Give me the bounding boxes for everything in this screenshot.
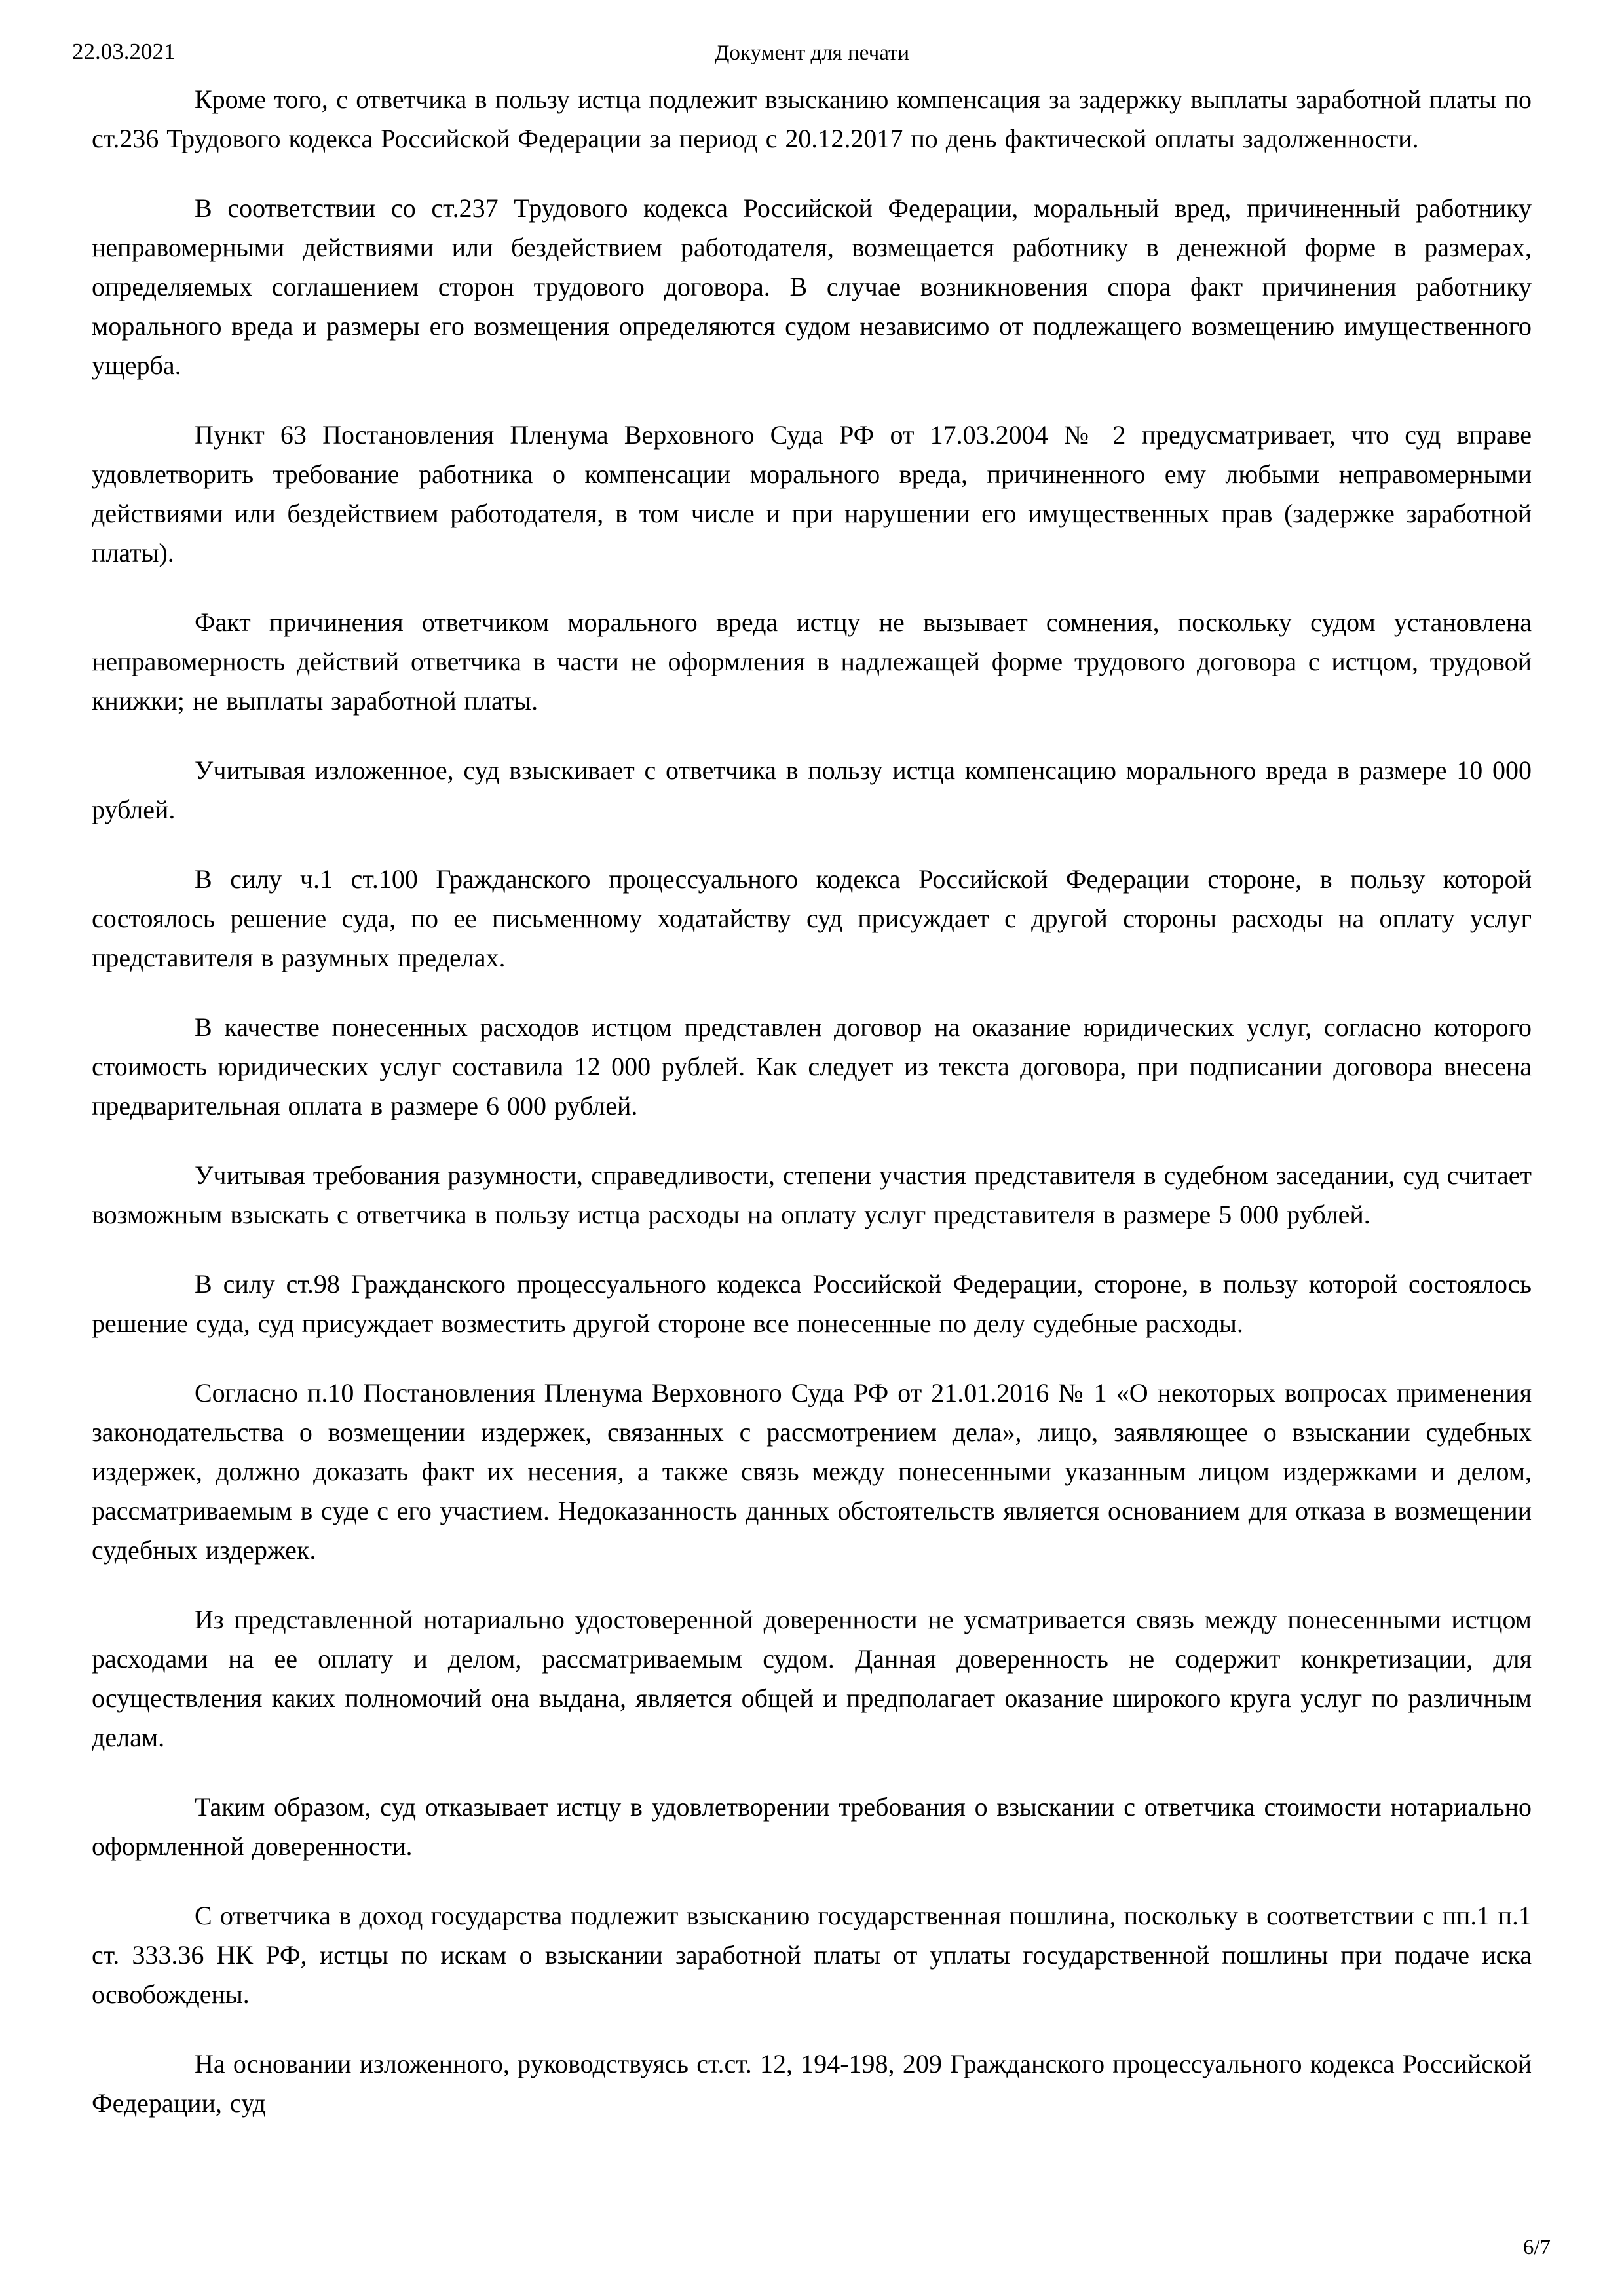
- document-paragraph: На основании изложенного, руководствуясь ст.ст. 12, 194-198, 209 Гражданского процессуального кодекса Российской Федерации, суд: [92, 2049, 1532, 2118]
- document-paragraph: В соответствии со ст.237 Трудового кодекса Российской Федерации, моральный вред, причиненный работнику неправомерными действиями или бездействием работодателя, возмещается работнику в денежной форме в размерах, определяемых соглашением сторон трудового договора. В случае возникновения спора факт причинения работнику морального вреда и размеры его возмещения определяются судом независимо от подлежащего возмещению имущественного ущерба.: [92, 193, 1532, 380]
- page-header: [72, 38, 1552, 67]
- page-title: Документ для печати: [714, 41, 910, 65]
- document-paragraph: Из представленной нотариально удостоверенной доверенности не усматривается связь между понесенными истцом расходами на ее оплату и делом, рассматриваемым судом. Данная доверенность не содержит конкретизации, для осуществления каких полномочий она выдана, является общей и предполагает оказание широкого круга услуг по различным делам.: [92, 1605, 1532, 1752]
- document-paragraph: В качестве понесенных расходов истцом представлен договор на оказание юридических услуг, согласно которого стоимость юридических услуг составила 12 000 рублей. Как следует из текста договора, при подписании договора внесена предварительная оплата в размере 6 000 рублей.: [92, 1012, 1532, 1120]
- page-footer: [1523, 2234, 1551, 2261]
- document-paragraph: Согласно п.10 Постановления Пленума Верховного Суда РФ от 21.01.2016 № 1 «О некоторых вопросах применения законодательства о возмещении издержек, связанных с рассмотрением дела», лицо, заявляющее о взыскании судебных издержек, должно доказать факт их несения, а также связь между понесенными указанным лицом издержками и делом, рассматриваемым в суде с его участием. Недоказанность данных обстоятельств является основанием для отказа в возмещении судебных издержек.: [92, 1378, 1532, 1565]
- document-paragraph: В силу ст.98 Гражданского процессуального кодекса Российской Федерации, стороне, в пользу которой состоялось решение суда, суд присуждает возместить другой стороне все понесенные по делу судебные расходы.: [92, 1269, 1532, 1338]
- document-paragraph: С ответчика в доход государства подлежит взысканию государственная пошлина, поскольку в соответствии с пп.1 п.1 ст. 333.36 НК РФ, истцы по искам о взыскании заработной платы от уплаты государственной пошлины при подаче иска освобождены.: [92, 1901, 1532, 2009]
- print-date: 22.03.2021: [72, 39, 176, 64]
- document-paragraph: Факт причинения ответчиком морального вреда истцу не вызывает сомнения, поскольку судом установлена неправомерность действий ответчика в части не оформления в надлежащей форме трудового договора с истцом, трудовой книжки; не выплаты заработной платы.: [92, 607, 1532, 716]
- document-paragraph: Пункт 63 Постановления Пленума Верховного Суда РФ от 17.03.2004 № 2 предусматривает, что суд вправе удовлетворить требование работника о компенсации морального вреда, причиненного ему любыми неправомерными действиями или бездействием работодателя, в том числе и при нарушении его имущественных прав (задержке заработной платы).: [92, 420, 1532, 567]
- document-paragraph: В силу ч.1 ст.100 Гражданского процессуального кодекса Российской Федерации стороне, в пользу которой состоялось решение суда, по ее письменному ходатайству суд присуждает с другой стороны расходы на оплату услуг представителя в разумных пределах.: [92, 864, 1532, 972]
- page-number: 6/7: [1522, 2236, 1551, 2259]
- document-paragraph: Кроме того, с ответчика в пользу истца подлежит взысканию компенсация за задержку выплаты заработной платы по ст.236 Трудового кодекса Российской Федерации за период с 20.12.2017 по день фактической оплаты задолженности.: [92, 85, 1532, 153]
- document-body: [92, 80, 1532, 2123]
- document-paragraph: Таким образом, суд отказывает истцу в удовлетворении требования о взыскании с ответчика стоимости нотариально оформленной доверенности.: [92, 1792, 1532, 1861]
- document-paragraph: Учитывая изложенное, суд взыскивает с ответчика в пользу истца компенсацию морального вреда в размере 10 000 рублей.: [92, 756, 1532, 824]
- document-paragraph: Учитывая требования разумности, справедливости, степени участия представителя в судебном заседании, суд считает возможным взыскать с ответчика в пользу истца расходы на оплату услуг представителя в размере 5 000 рублей.: [92, 1160, 1532, 1229]
